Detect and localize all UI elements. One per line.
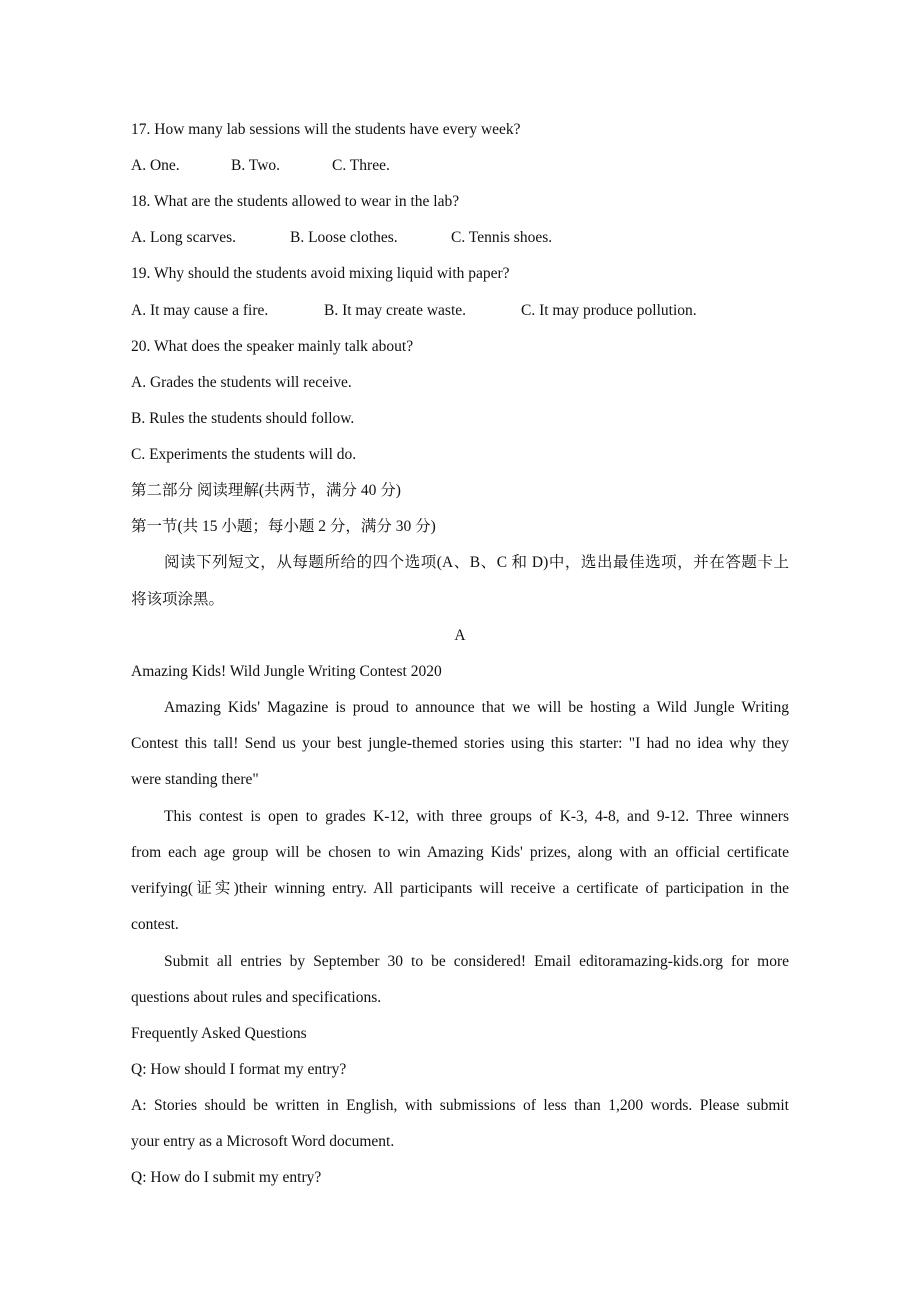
option-b: B. Rules the students should follow. <box>131 410 355 427</box>
part-heading: 第二部分 阅读理解(共两节，满分 40 分) <box>131 482 401 499</box>
paragraph-line: Submit all entries by September 30 to be considered! Email editoramazing-kids.org for more <box>164 953 789 970</box>
paragraph-line: from each age group will be chosen to win Amazing Kids' prizes, along with an official certificate <box>131 844 789 861</box>
option-a: A. One. <box>131 157 180 174</box>
faq-question-1: Q: How should I format my entry? <box>131 1061 347 1078</box>
question-text: 17. How many lab sessions will the students have every week? <box>131 121 521 138</box>
option-a: A. Long scarves. <box>131 229 237 246</box>
options-row <box>131 156 789 176</box>
paragraph-line: were standing there" <box>131 771 259 788</box>
faq-heading: Frequently Asked Questions <box>131 1025 307 1042</box>
instructions-line-1: 阅读下列短文，从每题所给的四个选项(A、B、C 和 D)中，选出最佳选项，并在答题卡上 <box>164 554 789 571</box>
paragraph-line: This contest is open to grades K-12, with three groups of K-3, 4-8, and 9-12. Three winners <box>164 808 789 825</box>
question-text: 19. Why should the students avoid mixing liquid with paper? <box>131 265 510 282</box>
option-c: C. Tennis shoes. <box>451 229 553 246</box>
question-text: 18. What are the students allowed to wear in the lab? <box>131 193 460 210</box>
paragraph-line: questions about rules and specifications. <box>131 989 382 1006</box>
faq-answer-1-line-1: A: Stories should be written in English, with submissions of less than 1,200 words. Please submit <box>131 1097 789 1114</box>
option-c: C. Experiments the students will do. <box>131 446 357 463</box>
option-b: B. Two. <box>231 157 281 174</box>
option-b: B. It may create waste. <box>324 302 467 319</box>
passage-label: A <box>454 627 466 644</box>
passage-title: Amazing Kids! Wild Jungle Writing Contest 2020 <box>131 663 442 680</box>
section-heading: 第一节(共 15 小题；每小题 2 分，满分 30 分) <box>131 518 436 535</box>
instructions-line-2: 将该项涂黑。 <box>131 591 225 608</box>
faq-answer-1-line-2: your entry as a Microsoft Word document. <box>131 1133 395 1150</box>
paragraph-line: verifying(证实)their winning entry. All participants will receive a certificate of participation in the <box>131 880 789 897</box>
paragraph-line: contest. <box>131 916 179 933</box>
options-row <box>131 301 789 321</box>
question-text: 20. What does the speaker mainly talk about? <box>131 338 414 355</box>
option-c: C. It may produce pollution. <box>521 302 697 319</box>
paragraph-line: Contest this tall! Send us your best jungle-themed stories using this starter: "I had no idea why they <box>131 735 789 752</box>
option-a: A. It may cause a fire. <box>131 302 269 319</box>
paragraph-line: Amazing Kids' Magazine is proud to announce that we will be hosting a Wild Jungle Writing <box>164 699 789 716</box>
option-c: C. Three. <box>332 157 390 174</box>
option-a: A. Grades the students will receive. <box>131 374 352 391</box>
options-row <box>131 228 789 248</box>
faq-question-2: Q: How do I submit my entry? <box>131 1169 322 1186</box>
option-b: B. Loose clothes. <box>290 229 398 246</box>
